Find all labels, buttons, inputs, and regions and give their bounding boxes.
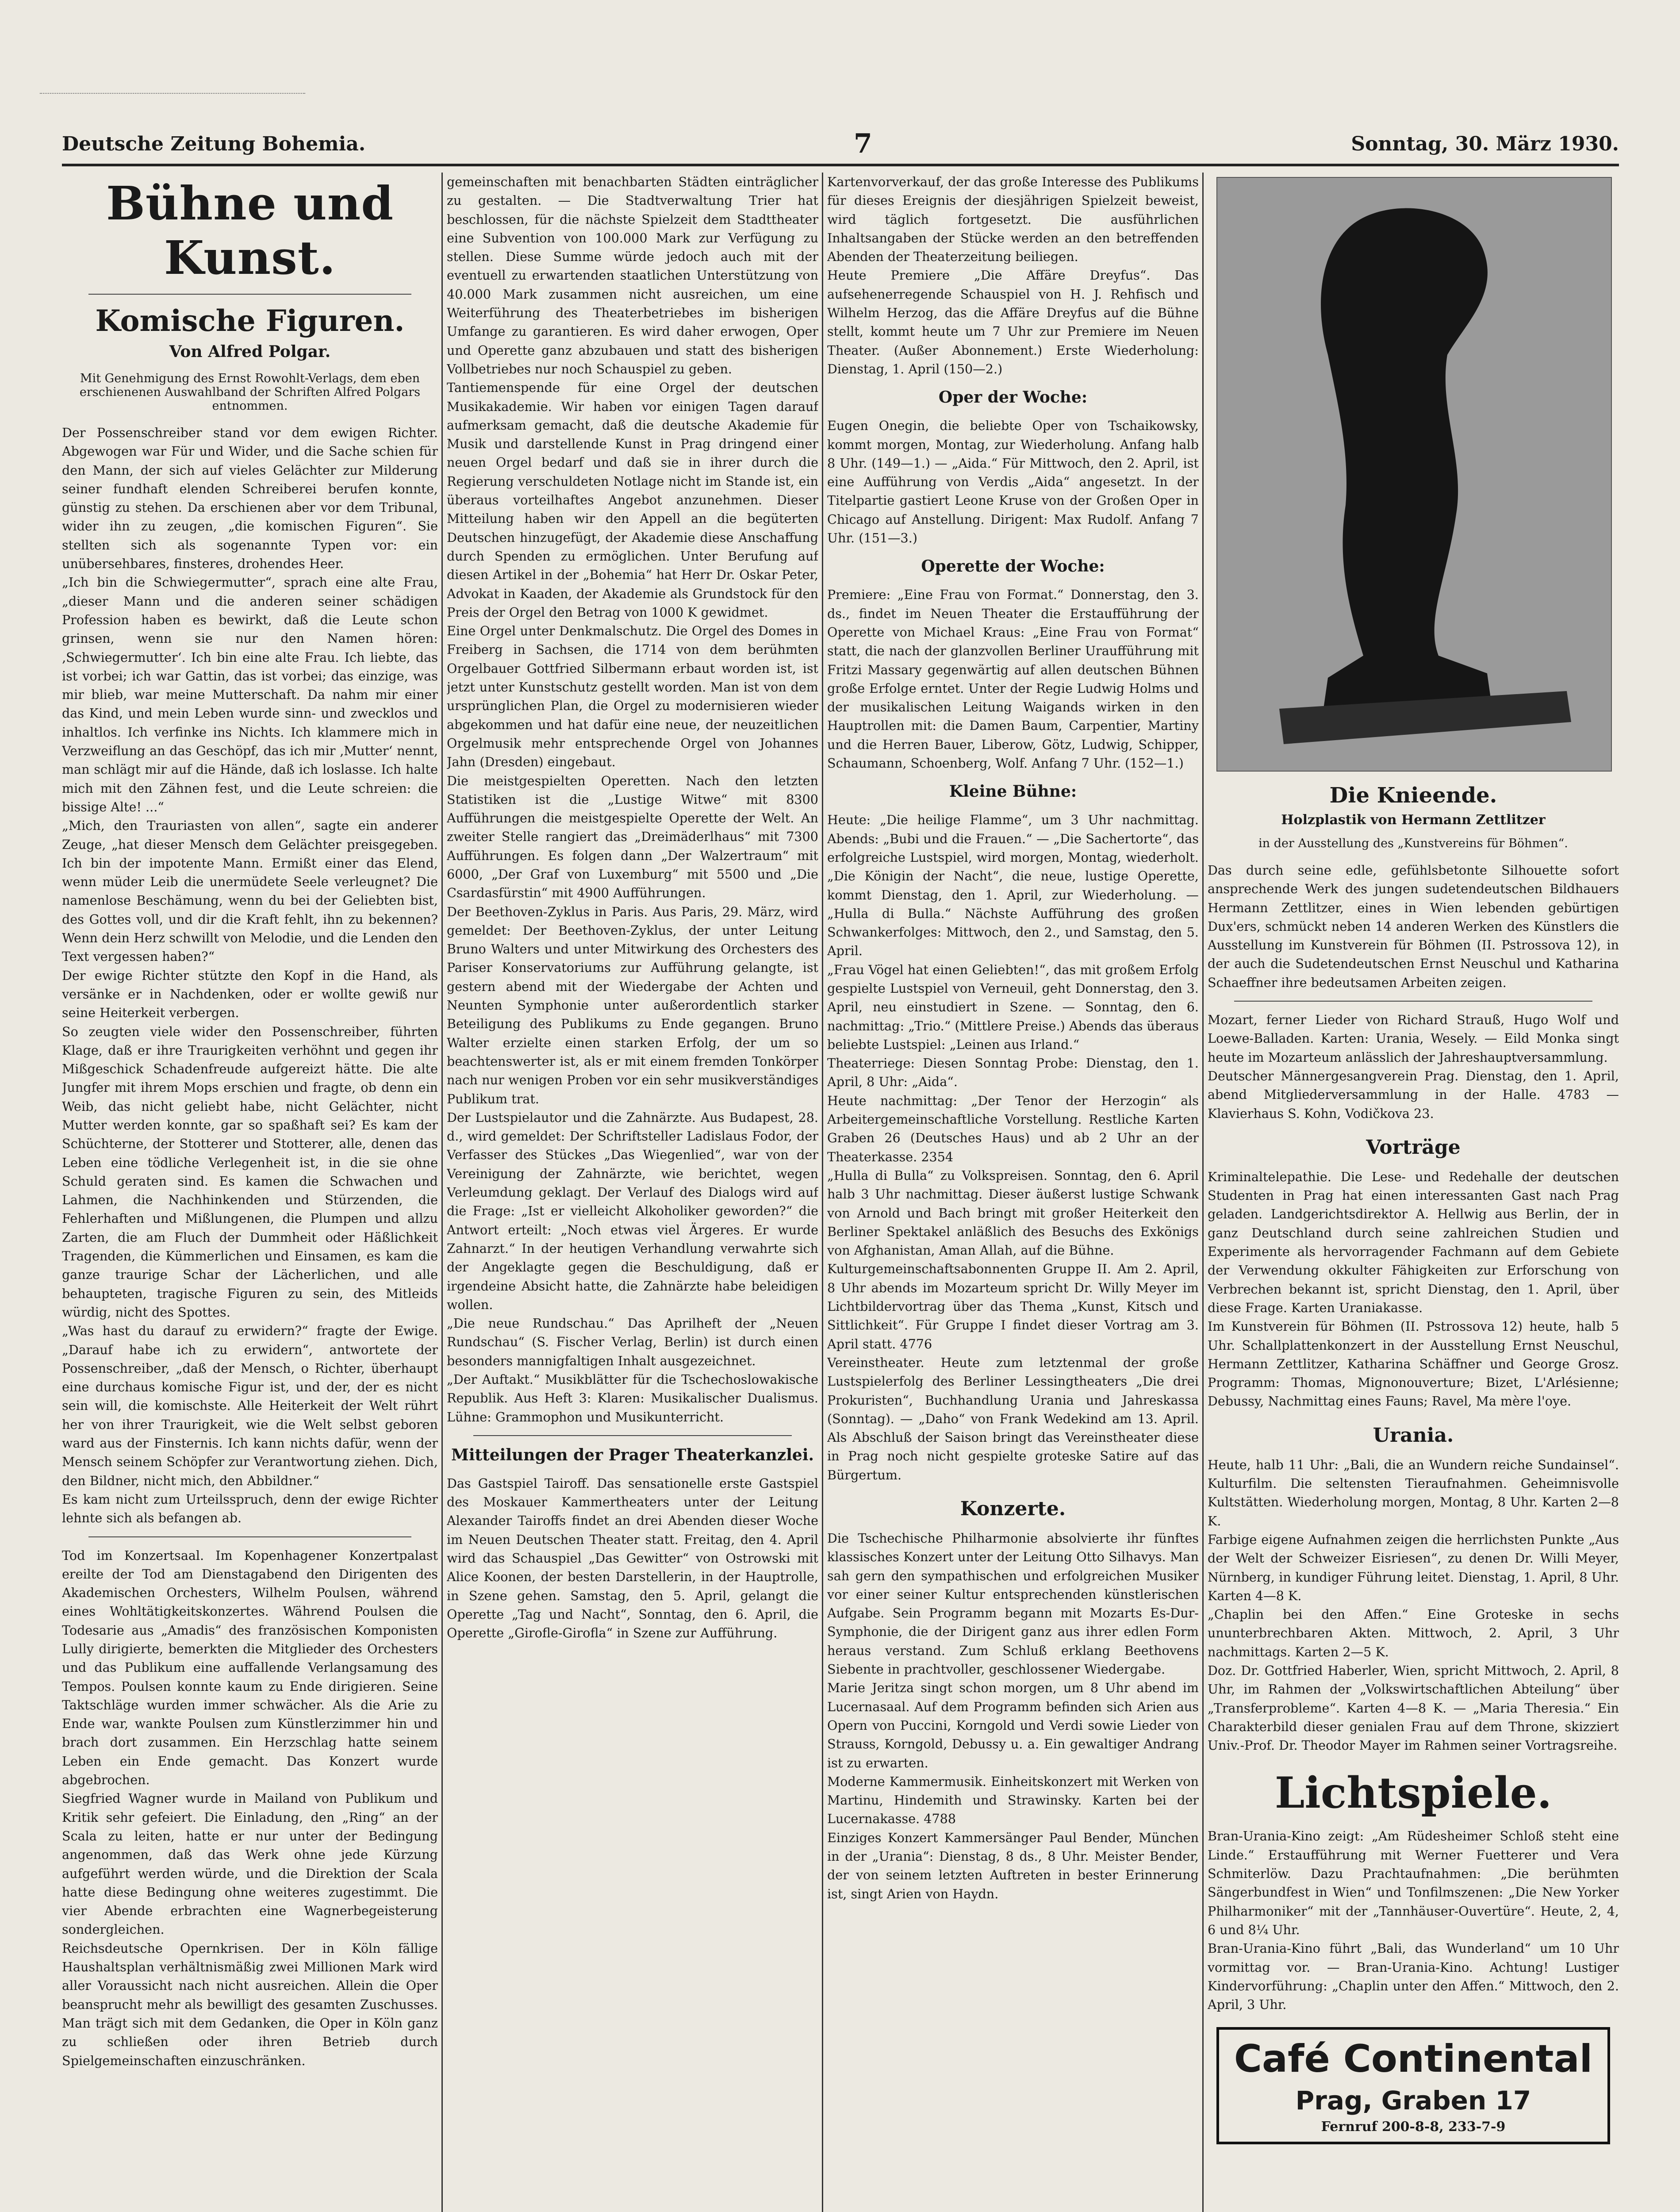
- article-title: Komische Figuren.: [95, 303, 405, 338]
- kneeling-figure-image: [1217, 178, 1611, 771]
- news-item: Heute, halb 11 Uhr: „Bali, die an Wundern reiche Sundainsel“. Kulturfilm. Die seltensten Tieraufnahmen. Geheimnisvolle Kultstätten. Wiederholung morgen, Montag, 8 Uhr. Karten 2—8 K.: [1208, 1457, 1619, 1528]
- news-item: Bran-Urania-Kino führt „Bali, das Wunderland“ um 10 Uhr vormittag vor. — Bran-Urania-Kino. Achtung! Lustiger Kindervorführung: „Chaplin unter den Affen.“ Mittwoch, den 2. April, 3 Uhr.: [1208, 1941, 1619, 2012]
- news-item: Der Lustspielautor und die Zahnärzte. Aus Budapest, 28. d., wird gemeldet: Der Schriftsteller Ladislaus Fodor, der Verfasser des Stückes „Das Wiegenlied“, war von der Vereinigung der Zahnärzte, wie berichtet, wegen Verleumdung geklagt. Der Verlauf des Dialogs wird auf die Frage: „Ist er vielleicht Alkoholiker geworden?“ die Antwort erteilt: „Noch etwas viel Ärgeres. Er wurde Zahnarzt.“ In der heutigen Verhandlung verwahrte sich der Angeklagte gegen die Beschuldigung, daß er irgendeine Absicht hatte, die Zahnärzte habe beleidigen wollen.: [447, 1110, 818, 1312]
- news-item: Farbige eigene Aufnahmen zeigen die herrlichsten Punkte „Aus der Welt der Schweizer Eisriesen“, zu denen Dr. Willi Meyer, Nürnberg, in kundiger Führung leitet. Dienstag, 1. April, 8 Uhr. Karten 4—8 K.: [1208, 1532, 1619, 1603]
- news-item: Siegfried Wagner wurde in Mailand von Publikum und Kritik sehr gefeiert. Die Einladung, den „Ring“ an der Scala zu leiten, hatte er nur unter der Bedingung angenommen, daß das Werk ohne jede Kürzung aufgeführt werden würde, und die Direktion der Scala hatte diese Bedingung ohne weiteres zugestimmt. Die vier Abende erbrachten eine Wagnerbegeisterung sondergleichen.: [62, 1791, 438, 1937]
- column-rule: [441, 173, 443, 2212]
- section-heading-cinema: Lichtspiele.: [1274, 1768, 1552, 1818]
- photo-caption-sub: Holzplastik von Hermann Zettlitzer: [1281, 812, 1546, 828]
- paragraph: Kartenvorverkauf, der das große Interesse des Publikums für dieses Ereignis der diesjährigen Spielzeit beweist, wird täglich fortgesetzt. Die ausführlichen Inhaltsangaben der Stücke werden an den betreffenden Abenden der Theaterzeitung beiliegen.: [827, 174, 1199, 265]
- ad-address: Prag, Graben 17: [1295, 2085, 1531, 2116]
- page-number: 7: [854, 128, 872, 159]
- news-item: Eine Orgel unter Denkmalschutz. Die Orgel des Domes in Freiberg in Sachsen, die 1714 von dem berühmten Orgelbauer Gottfried Silbermann erbaut worden ist, ist jetzt unter Kunstschutz gestellt worden. Man ist von dem ursprünglichen Plan, die Orgel zu modernisieren wieder abgekommen und hat dafür eine neue, der neuzeitlichen Orgelmusik mehr entsprechende Orgel von Johannes Jahn (Dresden) eingebaut.: [447, 623, 818, 770]
- divider: [88, 294, 411, 295]
- news-item: Mozart, ferner Lieder von Richard Strauß, Hugo Wolf und Loewe-Balladen. Karten: Urania, Wesely. — Eild Monka singt heute im Mozarteum anlässlich der Jahreshauptversammlung.: [1208, 1012, 1619, 1065]
- scan-artifact: [40, 93, 305, 100]
- news-item: Tantiemenspende für eine Orgel der deutschen Musikakademie. Wir haben vor einigen Tagen darauf aufmerksam gemacht, daß die deutsche Akademie für Musik und darstellende Kunst in Prag dringend einer neuen Orgel bedarf und daß sie in ihrer durch die Regierung verschuldeten Notlage nicht im Stande ist, ein überaus vorteilhaftes Angebot anzunehmen. Dieser Mitteilung haben wir den Appell an die begüterten Deutschen hinzugefügt, der Akademie diese Anschaffung durch Spenden zu ermöglichen. Unter Berufung auf diesen Artikel in der „Bohemia“ hat Herr Dr. Oskar Peter, Advokat in Kaaden, der Akademie als Grundstock für den Preis der Orgel den Betrag von 1000 K gewidmet.: [447, 380, 818, 620]
- section-heading-concerts: Konzerte.: [960, 1498, 1066, 1520]
- news-item: Die Tschechische Philharmonie absolvierte ihr fünftes klassisches Konzert unter der Leitung Otto Silhavys. Man sah gern den sympathischen und erfolgreichen Musiker vor einer seiner Kultur entsprechenden künstlerischen Aufgabe. Sein Programm begann mit Mozarts Es-Dur-Symphonie, die der Dirigent ganz aus ihrer edlen Form heraus verstand. Zum Schluß erklang Beethovens Siebente in prachtvoller, geschlossener Wiedergabe.: [827, 1531, 1199, 1677]
- paragraph: Das durch seine edle, gefühlsbetonte Silhouette sofort ansprechende Werk des jungen sudetendeutschen Bildhauers Hermann Zettlitzer, eines in Wien lebenden gebürtigen Dux'ers, schmückt neben 14 anderen Werken des Künstlers die Ausstellung im Kunstverein für Böhmen (II. Pstrossova 12), in der auch die Sudetendeutschen Ernst Neuschul und Katharina Schaeffner ihre bedeutsamen Arbeiten zeigen.: [1208, 863, 1619, 990]
- cafe-advertisement: [1216, 2027, 1610, 2144]
- news-item: Reichsdeutsche Opernkrisen. Der in Köln fällige Haushaltsplan verhältnismäßig zwei Millionen Mark wird aller Voraussicht nach nicht ausreichen. Allein die Oper beansprucht mehr als bewilligt des gesamten Zuschusses. Man trägt sich mit dem Gedanken, die Oper in Köln ganz zu schließen oder ihren Betrieb durch Spielgemeinschaften einzuschränken.: [62, 1940, 438, 2068]
- column-3: [827, 173, 1199, 2212]
- news-item: „Frau Vögel hat einen Geliebten!“, das mit großem Erfolg gespielte Lustspiel von Verneuil, geht Donnerstag, den 3. April, neu einstudiert in Szene. — Sonntag, den 6. nachmittag: „Trio.“ (Mittlere Preise.) Abends das überaus beliebte Lustspiel: „Leinen aus Irland.“: [827, 962, 1199, 1052]
- section-heading: Oper der Woche:: [938, 388, 1088, 407]
- issue-date: Sonntag, 30. März 1930.: [1351, 133, 1619, 155]
- news-item: „Der Auftakt.“ Musikblätter für die Tschechoslowakische Republik. Aus Heft 3: Klaren: Musikalischer Dualismus. Lühne: Grammophon und Musikunterricht.: [447, 1372, 818, 1425]
- column-rule: [822, 173, 823, 2212]
- news-item: Deutscher Männergesangverein Prag. Dienstag, den 1. April, abend Mitgliederversammlung in der Halle. 4783 — Klavierhaus S. Kohn, Vodičkova 23.: [1208, 1068, 1619, 1121]
- paragraph: „Ich bin die Schwiegermutter“, sprach eine alte Frau, „dieser Mann und die anderen seiner schädigen Profession haben es bewirkt, daß die Leute schon grinsen, wenn sie nur den Namen hören: ‚Schwiegermutter‘. Ich bin eine alte Frau. Ich liebte, das ist vorbei; ich war Gattin, das ist vorbei; das einzige, was mir blieb, war meine Mutterschaft. Da nahm mir einer das Kind, und mein Leben wurde sinn- und zwecklos und inhaltlos. Ich verfinke ins Nichts. Ich klammere mich in Verzweiflung an das Geschöpf, das ich mir ‚Mutter‘ nennt, man schlägt mir auf die Hände, daß ich loslasse. Ich halte mich mit den Zähnen fest, und die Leute schreien: die bissige Alte! ...“: [62, 575, 438, 814]
- divider: [1234, 1001, 1592, 1002]
- section-heading: Operette der Woche:: [921, 557, 1105, 576]
- news-item: Kriminaltelepathie. Die Lese- und Redehalle der deutschen Studenten in Prag hat einen interessanten Gast nach Prag geladen. Landgerichtsdirektor A. Hellwig aus Berlin, der in ganz Deutschland durch seine zahlreichen Studien und Experimente als hervorragender Fachmann auf dem Gebiete der Verwendung okkulter Fähigkeiten zur Erforschung von Verbrechen bekannt ist, spricht Dienstag, den 1. April, über diese Frage. Karten Uraniakasse.: [1208, 1169, 1619, 1315]
- photo-caption-more: in der Ausstellung des „Kunstvereins für Böhmen“.: [1258, 837, 1568, 850]
- news-item: „Die neue Rundschau.“ Das Aprilheft der „Neuen Rundschau“ (S. Fischer Verlag, Berlin) ist durch einen besonders mannigfaltigen Inhalt ausgezeichnet.: [447, 1316, 818, 1368]
- paragraph: gemeinschaften mit benachbarten Städten einträglicher zu gestalten. — Die Stadtverwaltung Trier hat beschlossen, für die nächste Spielzeit dem Stadttheater eine Subvention von 100.000 Mark zur Verfügung zu stellen. Diese Summe würde jedoch auch mit der eventuell zu erwartenden staatlichen Unterstützung von 40.000 Mark zusammen nicht ausreichen, um eine Weiterführung des Theaterbetriebes im bisherigen Umfange zu garantieren. Es wird daher erwogen, Oper und Operette ganz abzubauen und statt des bisherigen Vollbetriebes nur noch Schauspiel zu geben.: [447, 174, 818, 376]
- divider: [88, 1536, 411, 1537]
- news-item: Der Beethoven-Zyklus in Paris. Aus Paris, 29. März, wird gemeldet: Der Beethoven-Zyklus, der unter Leitung Bruno Walters und unter Mitwirkung des Orchesters des Pariser Konservatoriums zur Aufführung gelangte, ist gestern abend mit der Wiedergabe der Achten und Neunten Symphonie unter außerordentlich starker Beteiligung des Publikums zu Ende gegangen. Bruno Walter erzielte einen starken Erfolg, der um so beachtenswerter ist, als er mit einem fremden Tonkörper nach nur wenigen Proben vor ein sehr musikverständiges Publikum trat.: [447, 904, 818, 1106]
- paragraph: Der Possenschreiber stand vor dem ewigen Richter. Abgewogen war Für und Wider, und die Sache schien für den Mann, der sich auf vieles Gelächter zur Milderung seiner fundhaft elenden Schreiberei berufen konnte, günstig zu stehen. Da erschienen aber vor dem Tribunal, wider ihn zu zeugen, „die komischen Figuren“. Sie stellten sich als sogenannte Typen vor: ein unübersehbares, finsteres, drohendes Heer.: [62, 425, 438, 572]
- news-item: Heute nachmittag: „Der Tenor der Herzogin“ als Arbeitergemeinschaftliche Vorstellung. Restliche Karten Graben 26 (Deutsches Haus) und ab 2 Uhr an der Theaterkasse. 2354: [827, 1093, 1199, 1164]
- news-item: Bran-Urania-Kino zeigt: „Am Rüdesheimer Schloß steht eine Linde.“ Erstaufführung mit Werner Fuetterer und Vera Schmiterlöw. Dazu Prachtaufnahmen: „Die berühmten Sängerbundfest in Wien“ und Tonfilmszenen: „Die New Yorker Philharmoniker“ mit der „Tannhäuser-Ouvertüre“. Heute, 2, 4, 6 und 8¼ Uhr.: [1208, 1828, 1619, 1937]
- news-item: Moderne Kammermusik. Einheitskonzert mit Werken von Martinu, Hindemith und Strawinsky. Karten bei der Lucernakasse. 4788: [827, 1774, 1199, 1827]
- news-item: Tod im Konzertsaal. Im Kopenhagener Konzertpalast ereilte der Tod am Dienstagabend den Dirigenten des Akademischen Orchesters, Wilhelm Poulsen, während eines Wohltätigkeitskonzertes. Während Poulsen die Todesarie aus „Amadis“ des französischen Komponisten Lully dirigierte, bemerkten die Mitglieder des Orchesters und das Publikum eine auffallende Verlangsamung des Tempos. Poulsen konnte kaum zu Ende dirigieren. Seine Taktschläge wurden immer schwächer. Als die Arie zu Ende war, wankte Poulsen zum Künstlerzimmer hin und brach dort zusammen. Ein Herzschlag hatte seinem Leben ein Ende gemacht. Das Konzert wurde abgebrochen.: [62, 1548, 438, 1788]
- photo-caption-title: Die Knieende.: [1329, 783, 1497, 808]
- paragraph: Der ewige Richter stützte den Kopf in die Hand, als versänke er in Nachdenken, oder er wollte gewiß nur seine Heiterkeit verbergen.: [62, 968, 438, 1021]
- column-rule: [1202, 173, 1204, 2212]
- page-header: [62, 124, 1619, 166]
- section-heading-urania: Urania.: [1373, 1424, 1454, 1447]
- sculpture-photo: [1216, 177, 1612, 772]
- news-item: Premiere: „Eine Frau von Format.“ Donnerstag, den 3. ds., findet im Neuen Theater die Erstaufführung der Operette von Michael Kraus: „Eine Frau von Format“ statt, die nach der glanzvollen Berliner Uraufführung mit Fritzi Massary gegenwärtig auf allen deutschen Bühnen große Erfolge erntet. Unter der Regie Ludwig Holms und der musikalischen Leitung Waigands wirken in den Hauptrollen mit: die Damen Baum, Carpentier, Martiny und die Herren Bauer, Liberow, Götz, Ludwig, Schipper, Schaumann, Schoenberg, Wolf. Anfang 7 Uhr. (152—1.): [827, 587, 1199, 771]
- section-heading-lectures: Vorträge: [1366, 1136, 1461, 1159]
- byline: Von Alfred Polgar.: [169, 342, 331, 361]
- news-item: „Hulla di Bulla“ zu Volkspreisen. Sonntag, den 6. April halb 3 Uhr nachmittag. Dieser äußerst lustige Schwank von Arnold und Bach bringt mit großer Heiterkeit den Berliner Spektakel anläßlich des Besuchs des Exkönigs von Afghanistan, Aman Allah, auf die Bühne.: [827, 1167, 1199, 1258]
- paragraph: „Was hast du darauf zu erwidern?“ fragte der Ewige. „Darauf habe ich zu erwidern“, antwortete der Possenschreiber, „daß der Mensch, o Richter, überhaupt eine durchaus komische Figur ist, und der, der es nicht sein will, die komischste. Alle Heiterkeit der Welt rührt her von ihrer Traurigkeit, wie die Welt selbst geboren ward aus der Finsternis. Ich kann nichts dafür, wenn der Mensch seinem Schöpfer zur Verantwortung ziehen. Dich, den Bildner, nicht mich, den Abbildner.“: [62, 1323, 438, 1488]
- ad-title: Café Continental: [1234, 2037, 1593, 2081]
- news-item: Einziges Konzert Kammersänger Paul Bender, München in der „Urania“: Dienstag, 8 ds., 8 Uhr. Meister Bender, der von seinem letzten Auftreten in bester Erinnerung ist, singt Arien von Haydn.: [827, 1830, 1199, 1901]
- news-item: Marie Jeritza singt schon morgen, um 8 Uhr abend im Lucernasaal. Auf dem Programm befinden sich Arien aus Opern von Puccini, Korngold und Verdi sowie Lieder von Strauss, Korngold, Debussy u. a. Ein gewaltiger Andrang ist zu erwarten.: [827, 1680, 1199, 1770]
- news-item: Die meistgespielten Operetten. Nach den letzten Statistiken ist die „Lustige Witwe“ mit 8300 Aufführungen die meistgespielte Operette der Welt. An zweiter Stelle rangiert das „Dreimäderlhaus“ mit 7300 Aufführungen. Es folgen dann „Der Walzertraum“ mit 6000, „Der Graf von Luxemburg“ mit 5500 und „Die Csardasfürstin“ mit 4900 Aufführungen.: [447, 773, 818, 901]
- column-2: [447, 173, 818, 2212]
- paragraph: Es kam nicht zum Urteilsspruch, denn der ewige Richter lehnte sich als befangen ab.: [62, 1491, 438, 1526]
- news-item: Theaterriege: Diesen Sonntag Probe: Dienstag, den 1. April, 8 Uhr: „Aida“.: [827, 1056, 1199, 1090]
- news-item: Doz. Dr. Gottfried Haberler, Wien, spricht Mittwoch, 2. April, 8 Uhr, im Rahmen der „Volkswirtschaftlichen Abteilung“ über „Transferprobleme“. Karten 4—8 K. — „Maria Theresia.“ Ein Charakterbild dieser genialen Frau auf dem Throne, skizziert Univ.-Prof. Dr. Theodor Mayer im Rahmen seiner Vortragsreihe.: [1208, 1663, 1619, 1753]
- paragraph: „Mich, den Trauriasten von allen“, sagte ein anderer Zeuge, „hat dieser Mensch dem Gelächter preisgegeben. Ich bin der impotente Mann. Ermißt einer das Elend, wenn müder Leib die unermüdete Seele verleugnet? Die namenlose Beschämung, wenn du bei der Geliebten bist, des Gottes voll, und dir die Kraft fehlt, ihn zu bekennen? Wenn dein Herz schwillt von Melodie, und die Lenden den Text vergessen haben?“: [62, 818, 438, 964]
- section-heading: Mitteilungen der Prager Theaterkanzlei.: [451, 1445, 814, 1464]
- news-item: „Chaplin bei den Affen.“ Eine Groteske in sechs ununterbrechbaren Akten. Mittwoch, 2. April, 3 Uhr nachmittags. Karten 2—5 K.: [1208, 1607, 1619, 1659]
- news-item: Vereinstheater. Heute zum letztenmal der große Lustspielerfolg des Berliner Lessingtheaters „Die drei Prokuristen“, Buchhandlung Urania und Jahreskassa (Sonntag). — „Daho“ von Frank Wedekind am 13. April. Als Abschluß der Saison bringt das Vereinstheater diese in Prag noch nicht gespielte groteske Satire auf das Bürgertum.: [827, 1355, 1199, 1482]
- section-title: Bühne und Kunst.: [106, 176, 394, 285]
- column-1: [62, 173, 438, 2212]
- news-item: Das Gastspiel Tairoff. Das sensationelle erste Gastspiel des Moskauer Kammertheaters unter der Leitung Alexander Tairoffs findet an drei Abenden dieser Woche im Neuen Deutschen Theater statt. Freitag, den 4. April wird das Schauspiel „Das Gewitter“ von Ostrowski mit Alice Koonen, der besten Darstellerin, in der Hauptrolle, in Szene gehen. Samstag, den 5. April, gelangt die Operette „Tag und Nacht“, Sonntag, den 6. April, die Operette „Girofle-Girofla“ in Szene zur Aufführung.: [447, 1475, 818, 1641]
- paper-name: Deutsche Zeitung Bohemia.: [62, 133, 366, 155]
- news-item: Heute: „Die heilige Flamme“, um 3 Uhr nachmittag. Abends: „Bubi und die Frauen.“ — „Die Sachertorte“, das erfolgreiche Lustspiel, wird morgen, Montag, wiederholt. „Die Königin der Nacht“, die neue, lustige Operette, kommt Dienstag, den 1. April, zur Wiederholung. — „Hulla di Bulla.“ Nächste Aufführung des großen Schwankerfolges: Mittwoch, den 2., und Samstag, den 5. April.: [827, 812, 1199, 959]
- news-item: Kulturgemeinschaftsabonnenten Gruppe II. Am 2. April, 8 Uhr abends im Mozarteum spricht Dr. Willy Meyer im Lichtbildervortrag über das Thema „Kunst, Kitsch und Sittlichkeit“. Für Gruppe I findet dieser Vortrag am 3. April statt. 4776: [827, 1261, 1199, 1352]
- news-item: Heute Premiere „Die Affäre Dreyfus“. Das aufsehenerregende Schauspiel von H. J. Rehfisch und Wilhelm Herzog, das die Affäre Dreyfus auf die Bühne stellt, kommt heute um 7 Uhr zur Premiere im Neuen Theater. (Außer Abonnement.) Erste Wiederholung: Dienstag, 1. April (150—2.): [827, 268, 1199, 376]
- ad-phone: Fernruf 200-8-8, 233-7-9: [1321, 2119, 1506, 2135]
- news-item: Eugen Onegin, die beliebte Oper von Tschaikowsky, kommt morgen, Montag, zur Wiederholung. Anfang halb 8 Uhr. (149—1.) — „Aida.“ Für Mittwoch, den 2. April, ist eine Aufführung von Verdis „Aida“ angesetzt. In der Titelpartie gastiert Leone Kruse von der Großen Oper in Chicago auf Anstellung. Dirigent: Max Rudolf. Anfang 7 Uhr. (151—3.): [827, 418, 1199, 546]
- news-item: Im Kunstverein für Böhmen (II. Pstrossova 12) heute, halb 5 Uhr. Schallplattenkonzert in der Ausstellung Ernst Neuschul, Hermann Zettlitzer, Katharina Schäffner und George Grosz. Programm: Thomas, Mignonouverture; Bizet, L'Arlésienne; Debussy, Nachmittag eines Fauns; Ravel, Ma mère l'oye.: [1208, 1319, 1619, 1409]
- divider: [473, 1435, 792, 1436]
- column-4: [1208, 173, 1619, 2212]
- section-heading: Kleine Bühne:: [949, 782, 1077, 801]
- credit-note: Mit Genehmigung des Ernst Rowohlt-Verlags, dem eben erschienenen Auswahlband der Schriften Alfred Polgars entnommen.: [79, 372, 421, 413]
- paragraph: So zeugten viele wider den Possenschreiber, führten Klage, daß er ihre Traurigkeiten verhöhnt und gegen ihr Mißgeschick Schadenfreude aufgereizt hätte. Die alte Jungfer mit ihrem Mops erschien und fragte, ob denn ein Weib, das nicht geliebt habe, nicht Gelächter, nicht Mutter werden konnte, gar so spaßhaft sei? Es kam der Schüchterne, der Stotterer und Stotterer, alle, denen das Leben eine tödliche Verlegenheit ist, in die sie ohne Schuld geraten sind. Es kamen die Schwachen und Lahmen, die Nachhinkenden und Stürzenden, die Fehlerhaften und Mißlungenen, die Plumpen und allzu Zarten, die am Fluch der Dummheit oder Häßlichkeit Tragenden, die Kümmerlichen und Einsamen, es kam die ganze traurige Schar der Lächerlichen, und alle behaupteten, tragische Figuren zu sein, des Mitleids würdig, nicht des Spottes.: [62, 1024, 438, 1320]
